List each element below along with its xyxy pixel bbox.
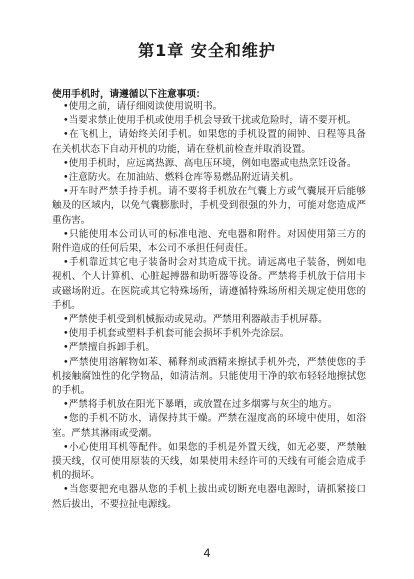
list-item: •使用手机时，应远离热源、高电压环境，例如电器或电热烹饪设备。	[63, 157, 357, 169]
intro-heading: 使用手机时，请遵循以下注意事项：	[52, 89, 206, 100]
list-item: •开车时严禁手持手机。请不要将手机放在气囊上方或气囊展开后能够触及的区域内，以免气囊膨胀时，手机受到很强的外力，可能对您造成严重伤害。	[52, 186, 366, 226]
list-item: •只能使用本公司认可的标准电池、充电器和附件。对因使用第三方的附件造成的任何后果，本公司不承担任何责任。	[52, 228, 366, 255]
list-item: •小心使用耳机等配件。如果您的手机是外置天线，如无必要，严禁触摸天线，仅可使用原装的天线，如果使用未经许可的天线有可能会造成手机的损坏。	[52, 441, 366, 482]
page-number: 4	[203, 546, 211, 560]
list-item: •您的手机不防水，请保持其干燥。严禁在湿度高的环境中使用，如浴室。严禁其淋雨或受潮。	[52, 413, 366, 439]
list-item: •严禁擅自拆卸手机。	[63, 342, 156, 354]
list-item: •当您要把充电器从您的手机上拔出或切断充电器电源时，请抓紧接口然后拔出，不要拉扯电源线。	[52, 484, 366, 510]
list-item: •在飞机上，请始终关闭手机。如果您的手机设置的闹钟、日程等具备在关机状态下自动开机的功能，请在登机前检查并取消设置。	[52, 129, 366, 155]
list-item: •手机靠近其它电子装备时会对其造成干扰。请远离电子装备，例如电视机、个人计算机、心脏起搏器和助听器等设备。严禁将手机放于信用卡或磁场附近。在医院或其它特殊场所，请遵循特殊场所相关规定使用您的手机。	[52, 257, 366, 311]
safety-list	[52, 100, 366, 512]
list-item: •使用手机套或塑料手机套可能会损坏手机外壳涂层。	[63, 328, 290, 340]
list-item: •严禁将手机放在阳光下暴晒，或放置在过多烟雾与灰尘的地方。	[63, 399, 338, 411]
list-item: •严禁使用溶解物如苯、稀释剂或酒精来擦拭手机外壳，严禁使您的手机接触腐蚀性的化学物品，如清洁剂。只能使用干净的软布轻轻地擦拭您的手机。	[52, 356, 366, 397]
list-item: •注意防火。在加油站、燃料仓库等易燃品附近请关机。	[63, 172, 299, 184]
list-item: •使用之前，请仔细阅读使用说明书。	[63, 101, 223, 112]
chapter-title: 第1章 安全和维护	[138, 41, 276, 60]
list-item: •严禁使手机受到机械振动或晃动。严禁用利器敲击手机屏幕。	[63, 314, 328, 326]
list-item: •当要求禁止使用手机或使用手机会导致干扰或危险时，请不要开机。	[63, 115, 357, 127]
